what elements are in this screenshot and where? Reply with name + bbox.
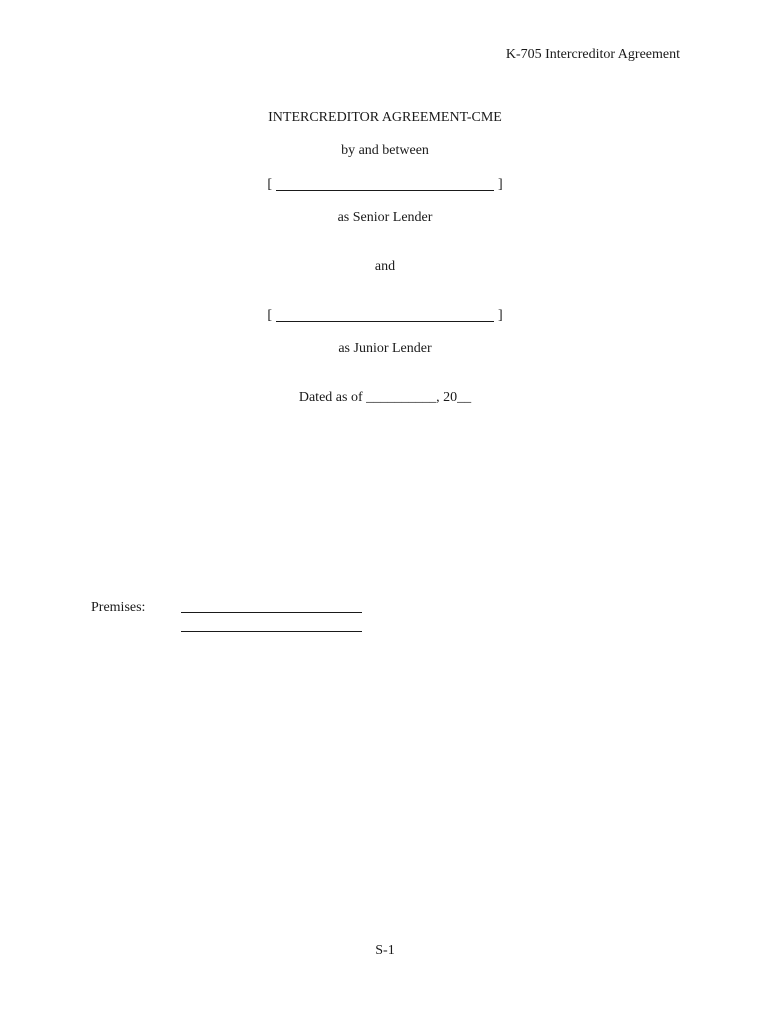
premises-blank-line-2: [181, 631, 362, 632]
open-bracket: [: [267, 308, 272, 323]
close-bracket: ]: [498, 177, 503, 192]
and-text: and: [374, 259, 396, 274]
senior-lender-name-field: [0, 178, 770, 192]
senior-lender-role: as Senior Lender: [337, 210, 433, 225]
document-header: K-705 Intercreditor Agreement: [505, 47, 680, 62]
open-bracket: [: [267, 177, 272, 192]
junior-lender-name-field: [0, 309, 770, 323]
junior-lender-role: as Junior Lender: [338, 341, 432, 356]
junior-lender-bracket-group: [267, 309, 502, 323]
page-number: S-1: [375, 943, 395, 958]
junior-lender-blank: [276, 309, 494, 322]
by-and-between-text: by and between: [341, 143, 429, 158]
document-title: INTERCREDITOR AGREEMENT-CME: [268, 110, 502, 125]
senior-lender-bracket-group: [267, 178, 502, 192]
senior-lender-blank: [276, 178, 494, 191]
premises-blank-line-1: [181, 612, 362, 613]
premises-label: Premises:: [91, 600, 146, 615]
close-bracket: ]: [498, 308, 503, 323]
dated-as-of-line: Dated as of __________, 20__: [298, 390, 472, 405]
